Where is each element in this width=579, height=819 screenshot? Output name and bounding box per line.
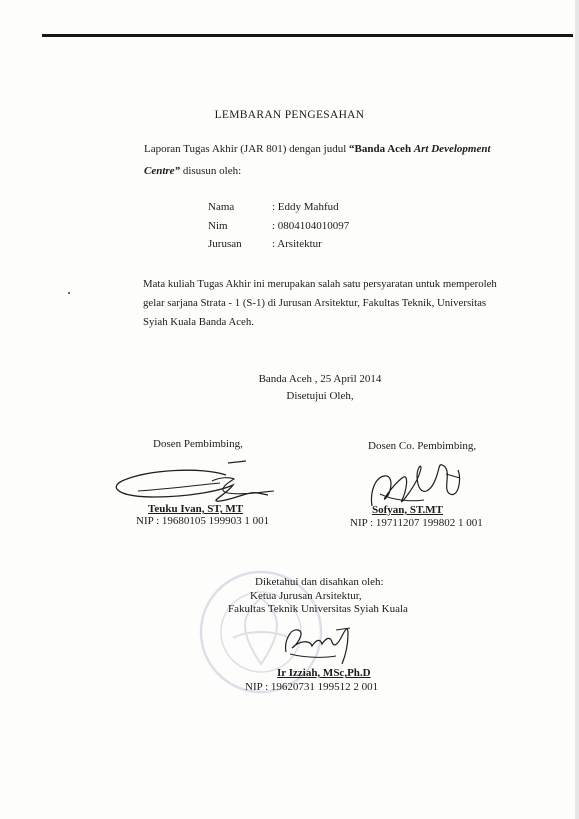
- approved-by: Disetujui Oleh,: [286, 390, 354, 402]
- ack-line-3: Fakultas Teknik Universitas Syiah Kuala: [228, 603, 408, 615]
- ack-line-1: Diketahui dan disahkan oleh:: [255, 576, 384, 588]
- supervisor-name: Teuku Ivan, ST, MT: [148, 503, 244, 515]
- identity-label-department: Jurusan: [208, 238, 242, 250]
- co-supervisor-name: Sofyan, ST.MT: [372, 504, 444, 516]
- co-supervisor-nip: NIP : 19711207 199802 1 001: [350, 517, 483, 529]
- intro-title-italic: Art Development: [413, 143, 491, 155]
- head-name: Ir Izziah, MSc,Ph.D: [277, 667, 371, 679]
- intro-line-1: [144, 142, 491, 156]
- header-rule: [42, 34, 573, 37]
- intro-suffix: disusun oleh:: [180, 165, 242, 177]
- intro-prefix: Laporan Tugas Akhir (JAR 801) dengan judul: [144, 143, 350, 155]
- scan-speck: [68, 292, 70, 294]
- identity-label-nim: Nim: [208, 220, 228, 232]
- ack-line-2: Ketua Jurusan Arsitektur,: [250, 590, 362, 602]
- identity-value-nim: : 0804104010097: [272, 220, 350, 232]
- identity-value-department: : Arsitektur: [272, 238, 322, 250]
- paragraph-line-3: Syiah Kuala Banda Aceh.: [143, 316, 254, 328]
- place-date: Banda Aceh , 25 April 2014: [258, 373, 382, 385]
- intro-line-2: [144, 164, 241, 178]
- co-supervisor-role: Dosen Co. Pembimbing,: [368, 440, 477, 452]
- intro-title-line2: Centre”: [144, 165, 181, 177]
- paragraph-line-2: gelar sarjana Strata - 1 (S-1) di Jurusan Arsitektur, Fakultas Teknik, Universitas: [143, 297, 487, 309]
- page-title: LEMBARAN PENGESAHAN: [214, 109, 365, 121]
- intro-title-open: “Banda Aceh: [349, 143, 414, 155]
- supervisor-role: Dosen Pembimbing,: [153, 438, 243, 450]
- scan-edge: [575, 0, 579, 819]
- head-signature: [276, 618, 366, 672]
- identity-label-name: Nama: [208, 201, 235, 213]
- paragraph-line-1: Mata kuliah Tugas Akhir ini merupakan salah satu persyaratan untuk memperoleh: [143, 278, 497, 290]
- head-nip: NIP : 19620731 199512 2 001: [245, 681, 379, 693]
- identity-value-name: : Eddy Mahfud: [272, 201, 339, 213]
- supervisor-nip: NIP : 19680105 199903 1 001: [136, 515, 270, 527]
